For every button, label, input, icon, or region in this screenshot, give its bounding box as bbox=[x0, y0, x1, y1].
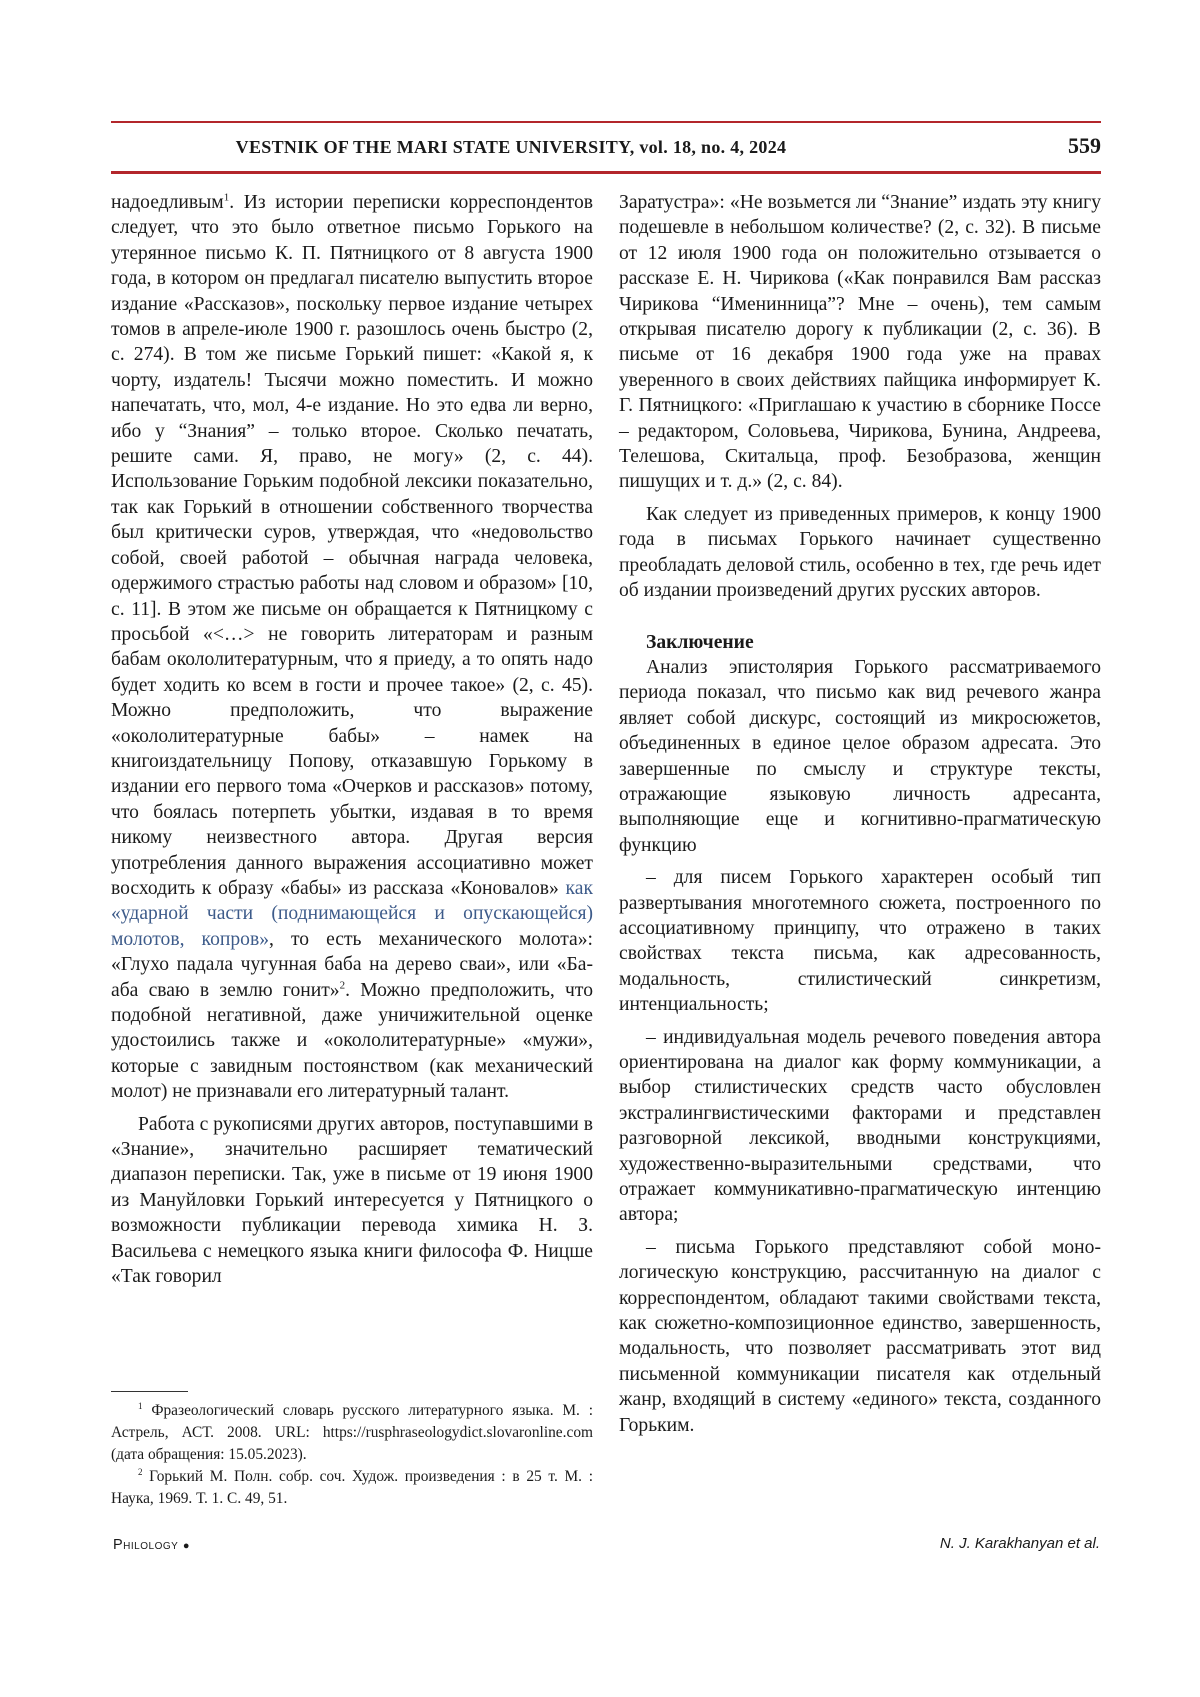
paragraph: надоедливым$^1$. Из истории переписки корреспондентов следует, что это было ответное письмо Горького на утерянное письмо К. П. Пятницкого от 8 августа 1900 года, в котором он предлагал писателю выпустить второе издание «Рассказов», поскольку первое издание четырех томов в апреле-июле 1900 г. разошлось очень быстро (2, с. 274). В том же письме Горький пишет: «Какой я, к чорту, издатель! Тысячи можно поместить. И можно напечатать, что, мол, 4-е издание. Но это едва ли верно, ибо у “Знания” – только второе. Сколько печатать, решите сами. Я, право, не могу» (2, с. 44). Использование Горьким подобной лексики показательно, так как Горький в отношении собственного творчества был критически суров, утверждая, что «недовольство собой, своей работой – обычная награда человека, одержимого страстью работы над словом и образом» [10, с. 11]. В этом же письме он обращается к Пятницкому с просьбой «<…> не говорить литераторам и разным бабам окололитературным, что я приеду, а то опять надо будет ходить ко всем в гости и прочее такое» (2, с. 45). Можно предположить, что выражение «окололитературные бабы» – намек на книгоиздательницу Попову, отказавшую Горькому в издании его первого тома «Очерков и рассказов» потому, что боялась потерпеть убытки, издавая в то время никому неизвестного автора. Другая версия употребления данного выражения ассоциативно может восходить к образу «бабы» из рассказа «Коновалов» как «ударной части (поднимающейся и опускающейся) молотов, копров», то есть механического молота»: «Глухо падала чугунная баба на дерево сваи», или «Ба-аба сваю в землю гонит»$^2$. Можно предположить, что подобной негативной, даже уничижительной оценке удостоились также и «окололитературные» «мужи», которые с завидным постоянством (как механический молот) не признавали его литературный талант. bbox=[111, 191, 593, 1103]
footnote: $^1$ Фразеологический словарь русского литературного языка. М. : Астрель, АСТ. 2008. URL: https://rusphraseologydict.slovaronline.com (дата обращения: 15.05.2023). bbox=[111, 1400, 593, 1463]
page-number: 559 bbox=[1068, 133, 1101, 158]
paragraph: – индивидуальная модель речевого поведения автора ориентирована на диалог как форму коммуникации, а выбор стилистических средств часто обусловлен экстралингвистическими факторами и представлен разговорной лексикой, вводными конструкциями, художественно-выразительными средствами, что отражает коммуникативно-прагматическую интенцию автора; bbox=[619, 1026, 1101, 1226]
footer-authors: N. J. Karakhanyan et al. bbox=[939, 1535, 1100, 1552]
footer-section: Philology ● bbox=[113, 1537, 190, 1553]
highlighted-quote: как «ударной части (поднимающейся и опускающейся) молотов, копров» bbox=[111, 877, 593, 950]
paragraph: Работа с рукописями других авторов, поступавшими в «Знание», значительно расширяет тематический диапазон переписки. Так, уже в письме от 19 июня 1900 из Мануйловки Горький интересуется у Пятницкого о возможности публикации перевода химика Н. З. Васильева с немецкого языка книги философа Ф. Ницше «Так говорил bbox=[111, 1113, 593, 1288]
paragraph: Заратустра»: «Не возьмется ли “Знание” издать эту книгу подешевле в небольшом количестве? (2, с. 32). В письме от 12 июля 1900 года он положительно отзывается о рассказе Е. Н. Чирикова («Как понравился Вам рассказ Чирикова “Именинница”? Мне – очень), тем самым открывая писателю дорогу к публикации (2, с. 36). В письме от 16 декабря 1900 года уже на правах уверенного в своих действиях пайщика информирует К. Г. Пятницкого: «Приглашаю к участию в сборнике Поссе – редактором, Соловьева, Чирикова, Бунина, Андреева, Телешова, Скитальца, проф. Безобразова, женщин пишущих и т. д.» (2, с. 84). bbox=[619, 192, 1101, 493]
bullet-icon: ● bbox=[182, 1540, 190, 1552]
paragraph: – письма Горького представляют собой монологическую конструкцию, рассчитанную на диалог с корреспондентом, обладают такими свойствами текста, как сюжетно-композиционное единство, завершенность, модальность, что позволяет рассматривать этот вид письменной коммуникации писателя как отдельный жанр, входящий в систему «единого» текста, созданного Горьким. bbox=[619, 1236, 1101, 1436]
journal-header: VESTNIK OF THE MARI STATE UNIVERSITY, vol. 18, no. 4, 2024 bbox=[235, 137, 787, 157]
footnote-number: 2 bbox=[138, 1466, 143, 1477]
footnote-number: 1 bbox=[138, 1400, 143, 1411]
paragraph: Как следует из приведенных примеров, к концу 1900 года в письмах Горького начинает существенно преобладать деловой стиль, особенно в тех, где речь идет об издании произведений других русских авторов. bbox=[619, 503, 1101, 602]
footnote-ref[interactable]: 2 bbox=[339, 979, 346, 992]
left-column bbox=[111, 190, 593, 1296]
right-column bbox=[619, 190, 1101, 1445]
header-rule-top bbox=[111, 121, 1101, 123]
footnotes bbox=[111, 1400, 593, 1510]
header-rule-bottom bbox=[111, 171, 1101, 174]
paragraph: – для писем Горького характерен особый тип развертывания многотемного сюжета, построенного по ассоциативному принципу, что отражено в таких свойствах текста письма, как адресованность, модальность, стилистический синкретизм, интенциальность; bbox=[619, 867, 1101, 1016]
paragraph: Анализ эпистолярия Горького рассматриваемого периода показал, что письмо как вид речевого жанра являет собой дискурс, состоящий из микросюжетов, объединенных в единое целое образом адресата. Это завершенные по смыслу и структуре тексты, отражающие языковую личность адресанта, выполняющие еще и когнитивно-прагматическую функцию bbox=[619, 656, 1101, 856]
footnote: $^2$ Горький М. Полн. собр. соч. Худож. произведения : в 25 т. М. : Наука, 1969. Т. 1. С. 49, 51. bbox=[111, 1466, 593, 1507]
footnote-separator bbox=[111, 1391, 188, 1392]
section-title: Заключение bbox=[646, 631, 754, 653]
footnote-ref[interactable]: 1 bbox=[223, 191, 230, 204]
